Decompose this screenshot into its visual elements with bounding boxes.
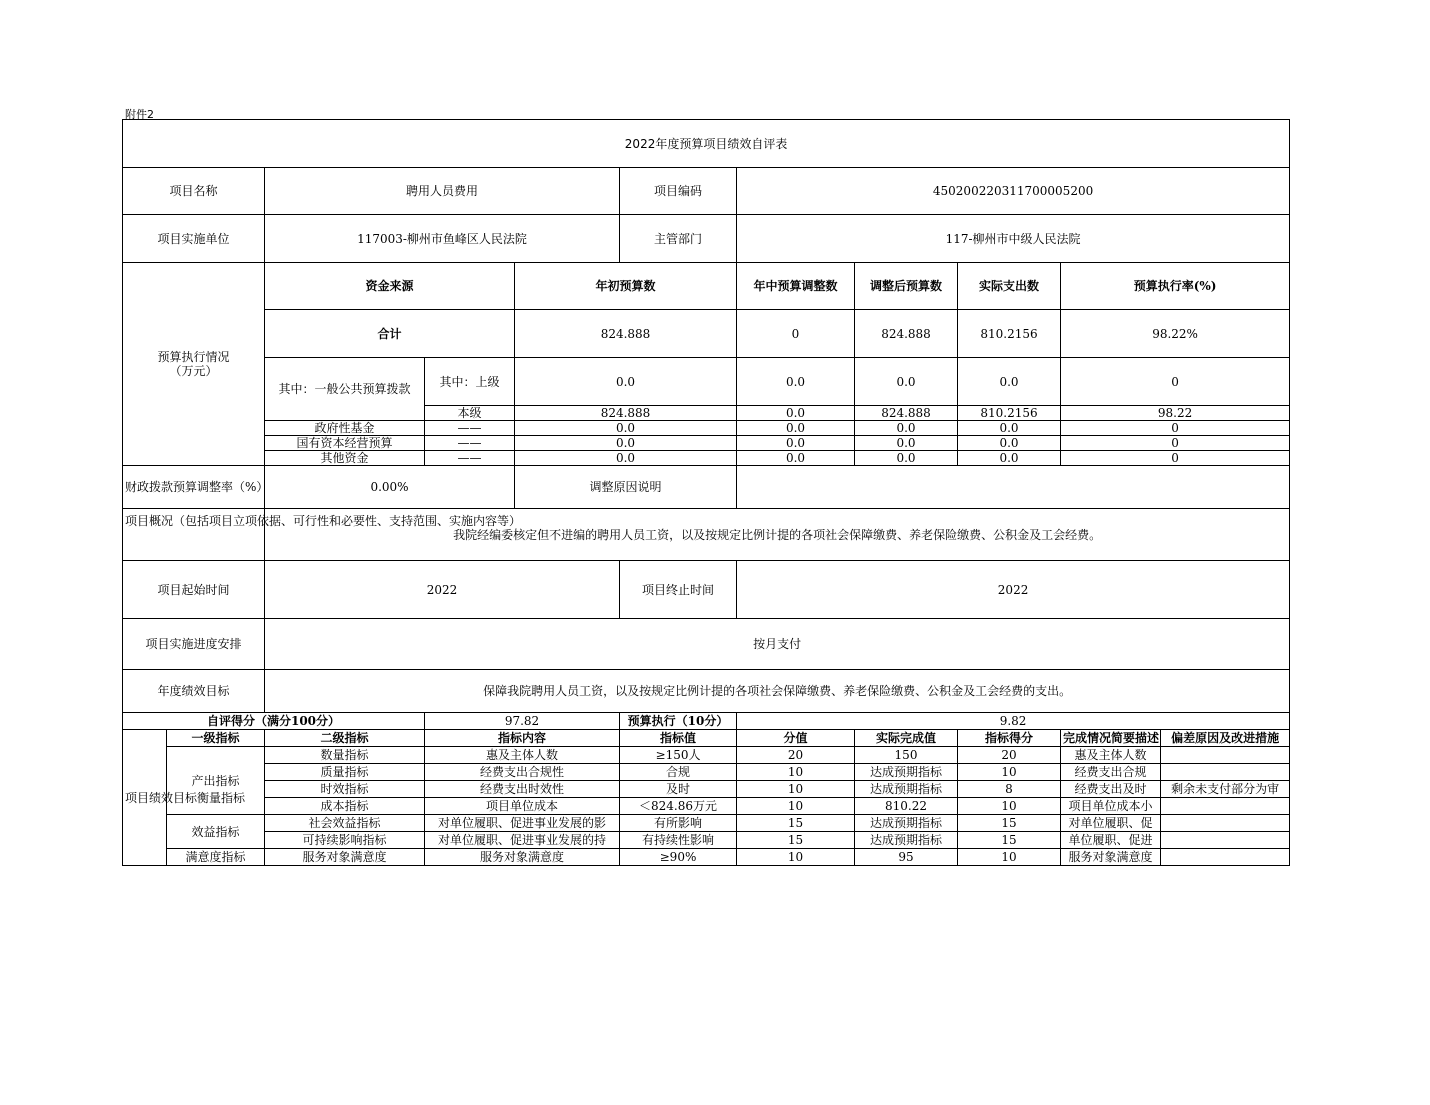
ind-actual: 150 bbox=[855, 747, 958, 764]
project-name: 聘用人员费用 bbox=[265, 168, 620, 215]
state-capital-adjusted: 0.0 bbox=[855, 436, 958, 451]
ind-header-level2: 二级指标 bbox=[265, 730, 425, 747]
upper-label: 其中：上级 bbox=[425, 358, 515, 406]
ind-target: ≥90% bbox=[620, 849, 737, 866]
state-capital-dash: —— bbox=[425, 436, 515, 451]
budget-section-title: 预算执行情况 bbox=[157, 350, 230, 364]
ind-score: 10 bbox=[958, 798, 1061, 815]
ind-header-actual: 实际完成值 bbox=[855, 730, 958, 747]
upper-actual: 0.0 bbox=[958, 358, 1061, 406]
local-actual: 810.2156 bbox=[958, 406, 1061, 421]
ind-deviation bbox=[1161, 849, 1290, 866]
ind-actual: 达成预期指标 bbox=[855, 781, 958, 798]
budget-section-unit: （万元） bbox=[169, 364, 218, 378]
ind-summary: 经费支出合规 bbox=[1061, 764, 1161, 781]
state-capital-adjust: 0.0 bbox=[737, 436, 855, 451]
ind-deviation bbox=[1161, 747, 1290, 764]
table-row bbox=[123, 815, 1290, 832]
gov-fund-label: 政府性基金 bbox=[265, 421, 425, 436]
ind-deviation bbox=[1161, 815, 1290, 832]
general-budget-label: 其中：一般公共预算拨款 bbox=[265, 358, 425, 421]
ind-target: ≥150人 bbox=[620, 747, 737, 764]
ind-content: 对单位履职、促进事业发展的影 bbox=[425, 815, 620, 832]
local-label: 本级 bbox=[425, 406, 515, 421]
adjust-rate-value: 0.00% bbox=[265, 466, 515, 509]
other-fund-actual: 0.0 bbox=[958, 451, 1061, 466]
ind-level2: 成本指标 bbox=[265, 798, 425, 815]
dept-label: 主管部门 bbox=[620, 215, 737, 263]
satisfaction-indicator-label: 满意度指标 bbox=[167, 849, 265, 866]
gov-fund-dash: —— bbox=[425, 421, 515, 436]
ind-level2: 可持续影响指标 bbox=[265, 832, 425, 849]
total-label: 合计 bbox=[265, 310, 515, 358]
adjust-rate-label: 财政拨款预算调整率（%） bbox=[123, 466, 265, 509]
ind-actual: 达成预期指标 bbox=[855, 764, 958, 781]
other-fund-adjusted: 0.0 bbox=[855, 451, 958, 466]
ind-actual: 810.22 bbox=[855, 798, 958, 815]
goal-text: 保障我院聘用人员工资，以及按规定比例计提的各项社会保障缴费、养老保险缴费、公积金及工会经费的支出。 bbox=[265, 670, 1290, 713]
upper-rate: 0 bbox=[1061, 358, 1290, 406]
budget-section-label bbox=[123, 263, 265, 466]
start-value: 2022 bbox=[265, 561, 620, 619]
ind-target: ＜824.86万元 bbox=[620, 798, 737, 815]
schedule-text: 按月支付 bbox=[265, 619, 1290, 670]
output-indicator-label: 产出指标 bbox=[167, 747, 265, 815]
local-initial: 824.888 bbox=[515, 406, 737, 421]
exec-label: 预算执行（10分） bbox=[620, 713, 737, 730]
gov-fund-rate: 0 bbox=[1061, 421, 1290, 436]
other-fund-dash: —— bbox=[425, 451, 515, 466]
table-row bbox=[123, 764, 1290, 781]
table-row bbox=[123, 849, 1290, 866]
overview-label bbox=[123, 509, 522, 561]
total-rate: 98.22% bbox=[1061, 310, 1290, 358]
total-actual: 810.2156 bbox=[958, 310, 1061, 358]
table-row bbox=[123, 832, 1290, 849]
ind-summary: 项目单位成本小 bbox=[1061, 798, 1161, 815]
upper-adjust: 0.0 bbox=[737, 358, 855, 406]
project-name-label: 项目名称 bbox=[123, 168, 265, 215]
gov-fund-actual: 0.0 bbox=[958, 421, 1061, 436]
ind-score: 10 bbox=[958, 764, 1061, 781]
adjust-reason bbox=[737, 466, 1290, 509]
ind-score: 8 bbox=[958, 781, 1061, 798]
ind-score: 20 bbox=[958, 747, 1061, 764]
score-value: 97.82 bbox=[425, 713, 620, 730]
ind-deviation bbox=[1161, 832, 1290, 849]
adjust-reason-label: 调整原因说明 bbox=[515, 466, 737, 509]
attachment-label: 附件2 bbox=[125, 108, 154, 121]
header-actual: 实际支出数 bbox=[958, 263, 1061, 310]
ind-target: 有所影响 bbox=[620, 815, 737, 832]
other-fund-rate: 0 bbox=[1061, 451, 1290, 466]
ind-deviation: 剩余未支付部分为审 bbox=[1161, 781, 1290, 798]
other-fund-label: 其他资金 bbox=[265, 451, 425, 466]
benefit-indicator-label: 效益指标 bbox=[167, 815, 265, 849]
ind-summary: 单位履职、促进 bbox=[1061, 832, 1161, 849]
local-adjust: 0.0 bbox=[737, 406, 855, 421]
upper-adjusted: 0.0 bbox=[855, 358, 958, 406]
header-adjusted: 调整后预算数 bbox=[855, 263, 958, 310]
overview-label-text: 项目概况（包括项目立项依据、可行性和必要性、支持范围、实施内容等） bbox=[125, 513, 522, 528]
ind-header-score: 指标得分 bbox=[958, 730, 1061, 747]
header-initial: 年初预算数 bbox=[515, 263, 737, 310]
ind-header-deviation: 偏差原因及改进措施 bbox=[1161, 730, 1290, 747]
ind-weight: 10 bbox=[737, 781, 855, 798]
ind-weight: 10 bbox=[737, 849, 855, 866]
ind-header-summary: 完成情况简要描述 bbox=[1061, 730, 1161, 747]
upper-initial: 0.0 bbox=[515, 358, 737, 406]
ind-actual: 达成预期指标 bbox=[855, 832, 958, 849]
ind-deviation bbox=[1161, 798, 1290, 815]
ind-header-content: 指标内容 bbox=[425, 730, 620, 747]
other-fund-initial: 0.0 bbox=[515, 451, 737, 466]
ind-header-level1: 一级指标 bbox=[167, 730, 265, 747]
ind-level2: 时效指标 bbox=[265, 781, 425, 798]
ind-header-target: 指标值 bbox=[620, 730, 737, 747]
page-title: 2022年度预算项目绩效自评表 bbox=[123, 120, 1290, 168]
project-code: 450200220311700005200 bbox=[737, 168, 1290, 215]
end-value: 2022 bbox=[737, 561, 1290, 619]
ind-score: 15 bbox=[958, 815, 1061, 832]
table-row bbox=[123, 747, 1290, 764]
ind-target: 有持续性影响 bbox=[620, 832, 737, 849]
ind-content: 对单位履职、促进事业发展的持 bbox=[425, 832, 620, 849]
goal-label: 年度绩效目标 bbox=[123, 670, 265, 713]
ind-summary: 服务对象满意度 bbox=[1061, 849, 1161, 866]
project-unit: 117003-柳州市鱼峰区人民法院 bbox=[265, 215, 620, 263]
header-adjust: 年中预算调整数 bbox=[737, 263, 855, 310]
local-adjusted: 824.888 bbox=[855, 406, 958, 421]
ind-summary: 对单位履职、促 bbox=[1061, 815, 1161, 832]
ind-score: 15 bbox=[958, 832, 1061, 849]
state-capital-label: 国有资本经营预算 bbox=[265, 436, 425, 451]
gov-fund-adjust: 0.0 bbox=[737, 421, 855, 436]
score-label: 自评得分（满分100分） bbox=[123, 713, 425, 730]
ind-content: 惠及主体人数 bbox=[425, 747, 620, 764]
ind-weight: 20 bbox=[737, 747, 855, 764]
ind-weight: 15 bbox=[737, 815, 855, 832]
ind-level2: 质量指标 bbox=[265, 764, 425, 781]
header-source: 资金来源 bbox=[265, 263, 515, 310]
ind-summary: 经费支出及时 bbox=[1061, 781, 1161, 798]
project-code-label: 项目编码 bbox=[620, 168, 737, 215]
end-label: 项目终止时间 bbox=[620, 561, 737, 619]
table-row bbox=[123, 798, 1290, 815]
ind-weight: 15 bbox=[737, 832, 855, 849]
ind-actual: 达成预期指标 bbox=[855, 815, 958, 832]
ind-weight: 10 bbox=[737, 764, 855, 781]
gov-fund-initial: 0.0 bbox=[515, 421, 737, 436]
ind-level2: 服务对象满意度 bbox=[265, 849, 425, 866]
ind-target: 及时 bbox=[620, 781, 737, 798]
ind-weight: 10 bbox=[737, 798, 855, 815]
ind-level2: 社会效益指标 bbox=[265, 815, 425, 832]
exec-value: 9.82 bbox=[737, 713, 1290, 730]
total-adjust: 0 bbox=[737, 310, 855, 358]
other-fund-adjust: 0.0 bbox=[737, 451, 855, 466]
local-rate: 98.22 bbox=[1061, 406, 1290, 421]
header-rate: 预算执行率(%) bbox=[1061, 263, 1290, 310]
ind-content: 经费支出合规性 bbox=[425, 764, 620, 781]
ind-level2: 数量指标 bbox=[265, 747, 425, 764]
schedule-label: 项目实施进度安排 bbox=[123, 619, 265, 670]
state-capital-rate: 0 bbox=[1061, 436, 1290, 451]
overview-text: 我院经编委核定但不进编的聘用人员工资，以及按规定比例计提的各项社会保障缴费、养老保险缴费、公积金及工会经费。 bbox=[265, 509, 1290, 561]
total-adjusted: 824.888 bbox=[855, 310, 958, 358]
ind-deviation bbox=[1161, 764, 1290, 781]
state-capital-actual: 0.0 bbox=[958, 436, 1061, 451]
table-row bbox=[123, 781, 1290, 798]
dept: 117-柳州市中级人民法院 bbox=[737, 215, 1290, 263]
ind-content: 经费支出时效性 bbox=[425, 781, 620, 798]
total-initial: 824.888 bbox=[515, 310, 737, 358]
project-unit-label: 项目实施单位 bbox=[123, 215, 265, 263]
ind-header-weight: 分值 bbox=[737, 730, 855, 747]
gov-fund-adjusted: 0.0 bbox=[855, 421, 958, 436]
state-capital-initial: 0.0 bbox=[515, 436, 737, 451]
start-label: 项目起始时间 bbox=[123, 561, 265, 619]
ind-summary: 惠及主体人数 bbox=[1061, 747, 1161, 764]
ind-actual: 95 bbox=[855, 849, 958, 866]
performance-table bbox=[122, 119, 1290, 866]
ind-score: 10 bbox=[958, 849, 1061, 866]
indicator-side-label: 项目绩效目标衡量指标 bbox=[123, 730, 167, 866]
ind-content: 项目单位成本 bbox=[425, 798, 620, 815]
ind-target: 合规 bbox=[620, 764, 737, 781]
ind-content: 服务对象满意度 bbox=[425, 849, 620, 866]
